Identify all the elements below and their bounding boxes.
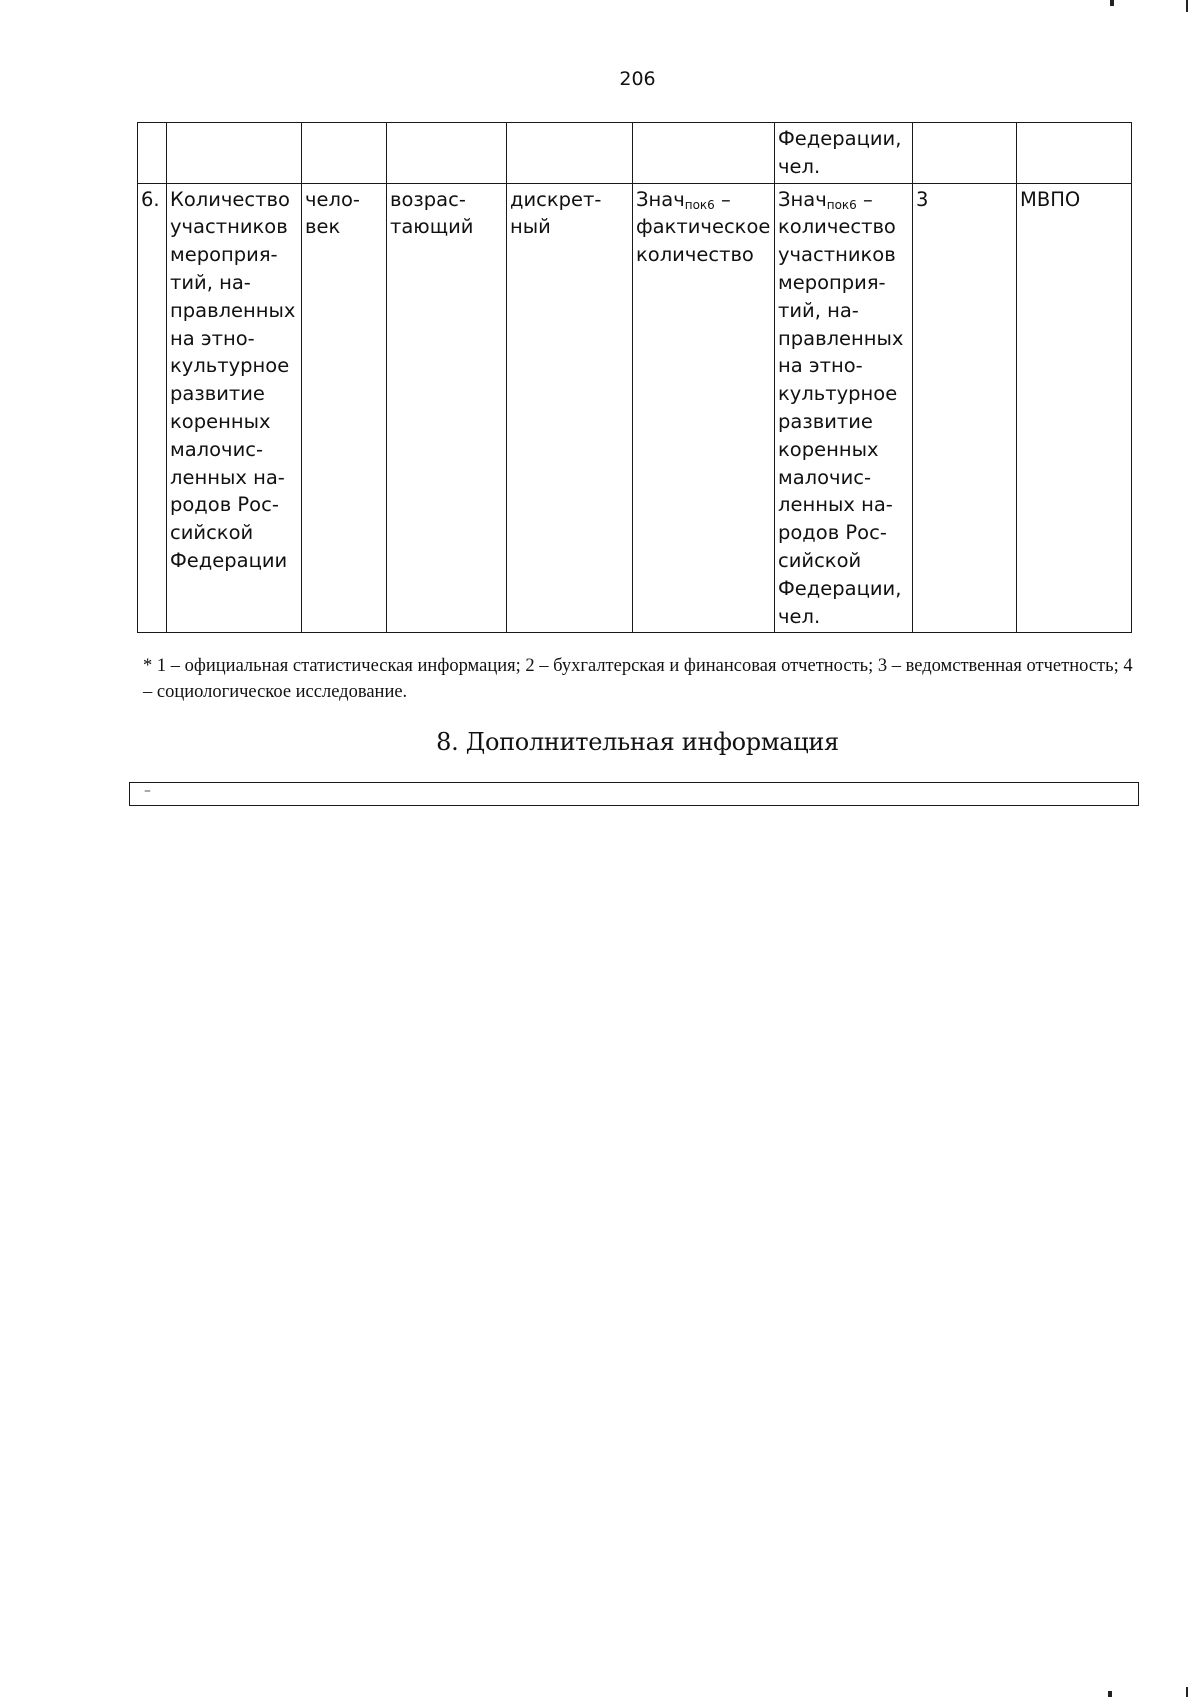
cell-formula	[633, 123, 775, 184]
formula-base: Знач	[636, 187, 685, 211]
formula	[633, 183, 775, 633]
cell-definition: Федерации, чел.	[775, 123, 913, 184]
scan-mark-top-right	[1186, 0, 1188, 12]
unit-of-measure: чело- век	[302, 183, 387, 633]
footnote: * 1 – официальная статистическая информация; 2 – бухгалтерская и финансовая отчетность; 3 – ведомственная отчетность; 4 – социологическое исследование.	[143, 656, 1133, 702]
cell-responsible	[1017, 123, 1132, 184]
scan-mark-bottom-right	[1186, 1687, 1188, 1697]
cell-num	[138, 123, 167, 184]
definition-subscript: пок6	[826, 197, 857, 212]
cell-type	[507, 123, 633, 184]
responsible-body: МВПО	[1017, 183, 1132, 633]
indicator-type: дискрет- ный	[507, 183, 633, 633]
data-source: 3	[913, 183, 1017, 633]
definition	[775, 183, 913, 633]
additional-info-box	[129, 782, 1139, 806]
formula-subscript: пок6	[684, 197, 715, 212]
formula-rest: – фактическое количество	[636, 187, 771, 267]
definition-base: Знач	[778, 187, 827, 211]
cell-source	[913, 123, 1017, 184]
indicators-table	[137, 122, 1132, 633]
scan-mark-top	[1110, 0, 1114, 6]
row-number: 6.	[138, 183, 167, 633]
page-number: 206	[619, 68, 656, 90]
cell-dynamics	[387, 123, 507, 184]
scan-mark-bottom	[1108, 1691, 1112, 1697]
definition-rest: – количество участников мероприя- тий, на- правленных на этно- культурное развитие коренных малочис- ленных на- родов Рос- сийской Федерации, чел.	[778, 187, 904, 628]
additional-info-content: –	[144, 783, 151, 799]
section-title: 8. Дополнительная информация	[436, 728, 839, 756]
table-row-continuation	[138, 123, 1132, 184]
dynamics: возрас- тающий	[387, 183, 507, 633]
table-row	[138, 183, 1132, 633]
cell-name	[167, 123, 302, 184]
cell-unit	[302, 123, 387, 184]
indicator-name: Количество участников мероприя- тий, на- правленных на этно- культурное развитие коренных малочис- ленных на- родов Рос- сийской Федерации	[167, 183, 302, 633]
